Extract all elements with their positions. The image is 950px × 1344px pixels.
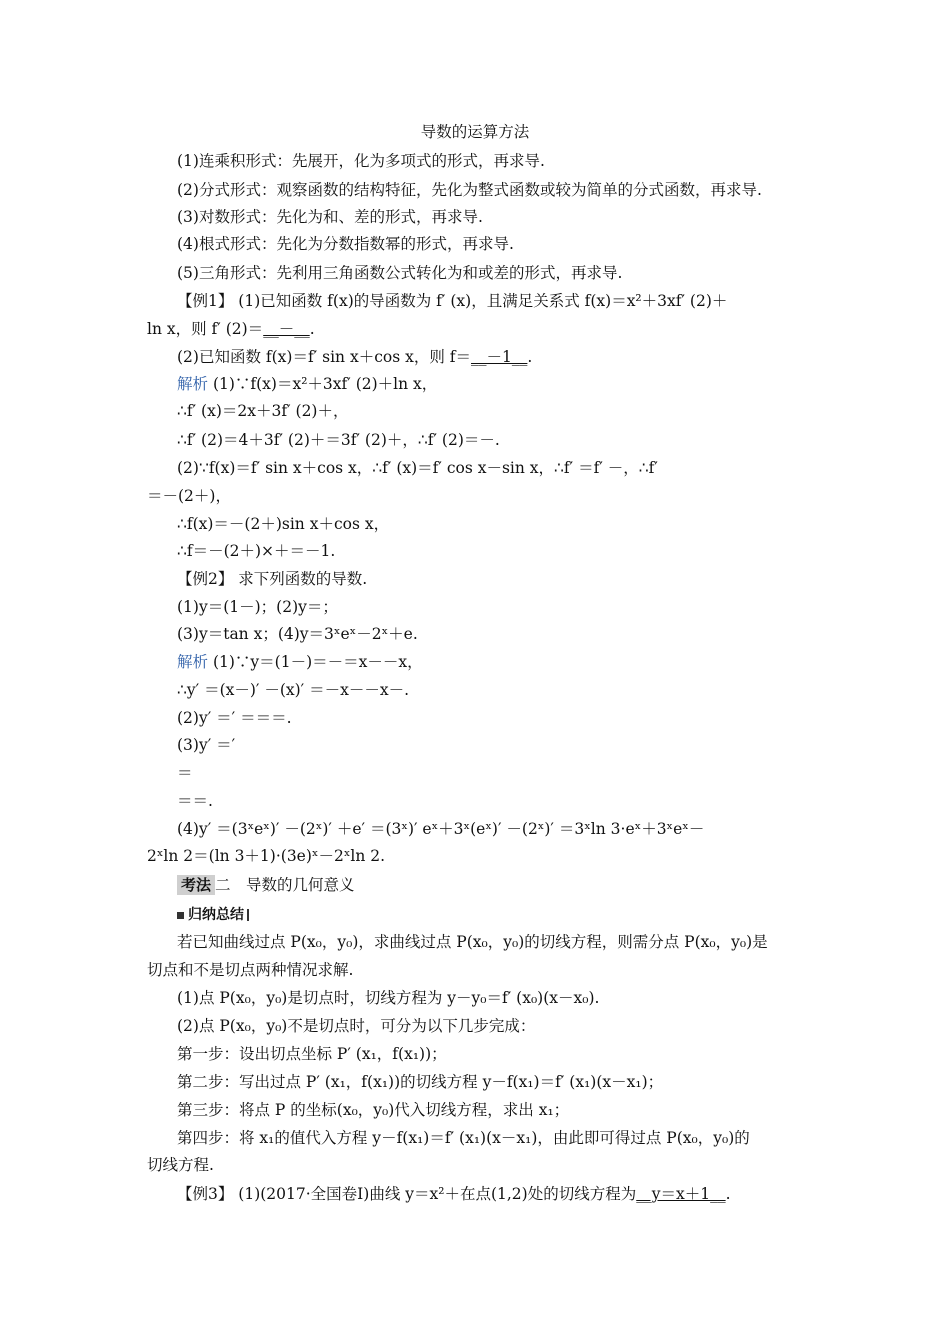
example-1-question-b	[147, 319, 827, 339]
summary-line-8: 第四步：将 x₁的值代入方程 y－f(x₁)＝f′ (x₁)(x－x₁)，由此即可得过点 P(x₀，y₀)的	[177, 1129, 750, 1147]
method-1: (1)连乘积形式：先展开，化为多项式的形式，再求导.	[177, 152, 545, 170]
ex1-q1-answer: __－__	[263, 320, 310, 338]
bar-mark-icon	[247, 909, 249, 921]
summary-line-3: (1)点 P(x₀，y₀)是切点时，切线方程为 y－y₀＝f′ (x₀)(x－x₀).	[177, 989, 600, 1007]
example-2-question: 【例2】 求下列函数的导数.	[177, 570, 368, 588]
ex3-text: 【例3】 (1)(2017·全国卷Ⅰ)曲线 y＝x²＋在点(1,2)处的切线方程为	[177, 1185, 637, 1203]
example-2-solution-1	[177, 652, 857, 672]
summary-line-5: 第一步：设出切点坐标 P′ (x₁，f(x₁))；	[177, 1045, 447, 1063]
example-2-solution-5: ＝	[177, 764, 193, 782]
summary-line-9: 切线方程.	[147, 1156, 214, 1174]
ex1-q1-end: .	[309, 320, 315, 338]
summary-label	[177, 904, 857, 925]
example-1-question-2	[177, 347, 857, 367]
ex1-q2-text: (2)已知函数 f(x)＝f′ sin x＋cos x，则 f＝	[177, 348, 472, 366]
method-5: (5)三角形式：先利用三角函数公式转化为和或差的形式，再求导.	[177, 264, 623, 282]
method-4: (4)根式形式：先化为分数指数幂的形式，再求导.	[177, 235, 514, 253]
method-2: (2)分式形式：观察函数的结构特征，先化为整式函数或较为简单的分式函数，再求导.	[177, 181, 762, 199]
summary-line-7: 第三步：将点 P 的坐标(x₀，y₀)代入切线方程，求出 x₁；	[177, 1101, 570, 1119]
summary-line-4: (2)点 P(x₀，y₀)不是切点时，可分为以下几步完成：	[177, 1017, 536, 1035]
example-2-question-b: (3)y＝tan x；(4)y＝3ˣeˣ－2ˣ＋e.	[177, 625, 418, 643]
page-title: 导数的运算方法	[420, 123, 530, 141]
summary-text: 归纳总结	[188, 907, 244, 923]
ex1-q2-answer: __－1__	[471, 348, 528, 366]
example-2-solution-3: (2)y′ ＝′ ＝＝＝.	[177, 709, 292, 727]
solution-label: 解析	[177, 653, 209, 671]
example-1-solution-4: (2)∵f(x)＝f′ sin x＋cos x，∴f′ (x)＝f′ cos x－sin x，∴f′ ＝f′ －，∴f′	[177, 459, 658, 477]
ex3-end: .	[725, 1185, 731, 1203]
summary-line-6: 第二步：写出过点 P′ (x₁，f(x₁))的切线方程 y－f(x₁)＝f′ (x₁)(x－x₁)；	[177, 1073, 664, 1091]
example-3-question	[177, 1184, 857, 1204]
ex1-q2-end: .	[527, 348, 533, 366]
example-1-solution-3: ∴f′ (2)＝4＋3f′ (2)＋＝3f′ (2)＋，∴f′ (2)＝－.	[177, 431, 500, 449]
example-1-question-a: 【例1】 (1)已知函数 f(x)的导函数为 f′ (x)，且满足关系式 f(x)＝x²＋3xf′ (2)＋	[177, 292, 728, 310]
example-1-solution-2: ∴f′ (x)＝2x＋3f′ (2)＋，	[177, 402, 349, 420]
summary-line-1: 若已知曲线过点 P(x₀，y₀)，求曲线过点 P(x₀，y₀)的切线方程，则需分点 P(x₀，y₀)是	[177, 933, 768, 951]
example-2-solution-2: ∴y′ ＝(x－)′ －(x)′ ＝－x－－x－.	[177, 681, 410, 699]
example-2-solution-8: 2ˣln 2＝(ln 3＋1)·(3e)ˣ－2ˣln 2.	[147, 847, 386, 865]
example-1-solution-7: ∴f＝－(2＋)×＋＝－1.	[177, 542, 336, 560]
example-1-solution-6: ∴f(x)＝－(2＋)sin x＋cos x，	[177, 515, 390, 533]
ex1-q1-text: ln x，则 f′ (2)＝	[147, 320, 264, 338]
example-2-question-a: (1)y＝(1－)；(2)y＝；	[177, 598, 338, 616]
ex1-sol-line1: (1)∵f(x)＝x²＋3xf′ (2)＋ln x，	[208, 375, 438, 393]
solution-label: 解析	[177, 375, 209, 393]
example-2-solution-4: (3)y′ ＝′	[177, 736, 236, 754]
method-3: (3)对数形式：先化为和、差的形式，再求导.	[177, 208, 483, 226]
section-heading-text: 二 导数的几何意义	[215, 876, 355, 894]
ex2-sol-line1: (1)∵y＝(1－)＝－＝x－－x，	[208, 653, 423, 671]
example-1-solution-1	[177, 374, 857, 394]
square-bullet-icon	[177, 912, 184, 919]
summary-line-2: 切点和不是切点两种情况求解.	[147, 961, 354, 979]
example-2-solution-6: ＝＝.	[177, 792, 213, 810]
example-2-solution-7: (4)y′ ＝(3ˣeˣ)′ －(2ˣ)′ ＋e′ ＝(3ˣ)′ eˣ＋3ˣ(eˣ)′ －(2ˣ)′ ＝3ˣln 3·eˣ＋3ˣeˣ－	[177, 820, 705, 838]
section-badge: 考法	[177, 875, 215, 895]
example-1-solution-5: ＝－(2＋)，	[147, 487, 231, 505]
section-2-heading	[177, 875, 857, 895]
ex3-answer: __y＝x＋1__	[636, 1185, 726, 1203]
